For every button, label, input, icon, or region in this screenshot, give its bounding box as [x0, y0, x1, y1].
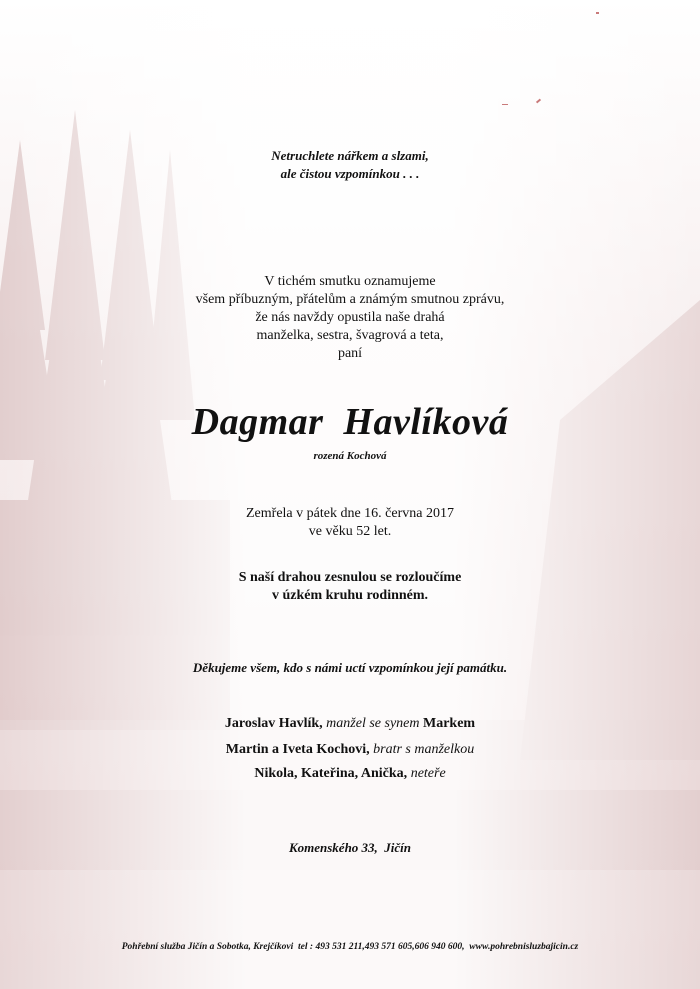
deceased-maiden-name: rozená Kochová — [313, 450, 387, 462]
mourner-relation: neteře — [407, 766, 446, 781]
announcement-line-5: paní — [337, 346, 363, 361]
age-line: ve věku 52 let. — [308, 524, 392, 539]
funeral-service-footer: Pohřební služba Jičín a Sobotka, Krejčíkovi tel : 493 531 211,493 571 605,606 940 600, www.pohrebnisluzbajicin.cz — [121, 942, 579, 952]
mourner-name: Jaroslav Havlík, — [224, 716, 323, 731]
announcement-line-1: V tichém smutku oznamujeme — [264, 274, 436, 289]
mourner-line — [0, 742, 700, 758]
mourner-name: Martin a Iveta Kochovi, — [225, 742, 370, 757]
farewell-line-1: S naší drahou zesnulou se rozloučíme — [238, 570, 462, 585]
address-line: Komenského 33, Jičín — [288, 840, 412, 855]
death-date-line: Zemřela v pátek dne 16. června 2017 — [246, 506, 454, 521]
announcement-line-3: že nás navždy opustila naše drahá — [255, 310, 445, 325]
motto-line-2: ale čistou vzpomínkou . . . — [280, 166, 420, 181]
mourner-line — [0, 766, 700, 782]
thanks-line: Děkujeme všem, kdo s námi uctí vzpomínkou její památku. — [192, 660, 508, 675]
mourner-name: Nikola, Kateřina, Anička, — [254, 766, 408, 781]
farewell-line-2: v úzkém kruhu rodinném. — [271, 588, 429, 603]
announcement-line-4: manželka, sestra, švagrová a teta, — [256, 328, 444, 343]
deceased-name: Dagmar Havlíková — [191, 401, 509, 443]
announcement-line-2: všem příbuzným, přátelům a známým smutnou zprávu, — [195, 292, 505, 307]
mourner-relation: bratr s manželkou — [369, 742, 475, 757]
motto-line-1: Netruchlete nářkem a slzami, — [271, 148, 429, 163]
mourner-line — [0, 716, 700, 732]
mourner-relation: manžel se synem — [322, 716, 423, 731]
mourner-extra: Markem — [422, 716, 476, 731]
